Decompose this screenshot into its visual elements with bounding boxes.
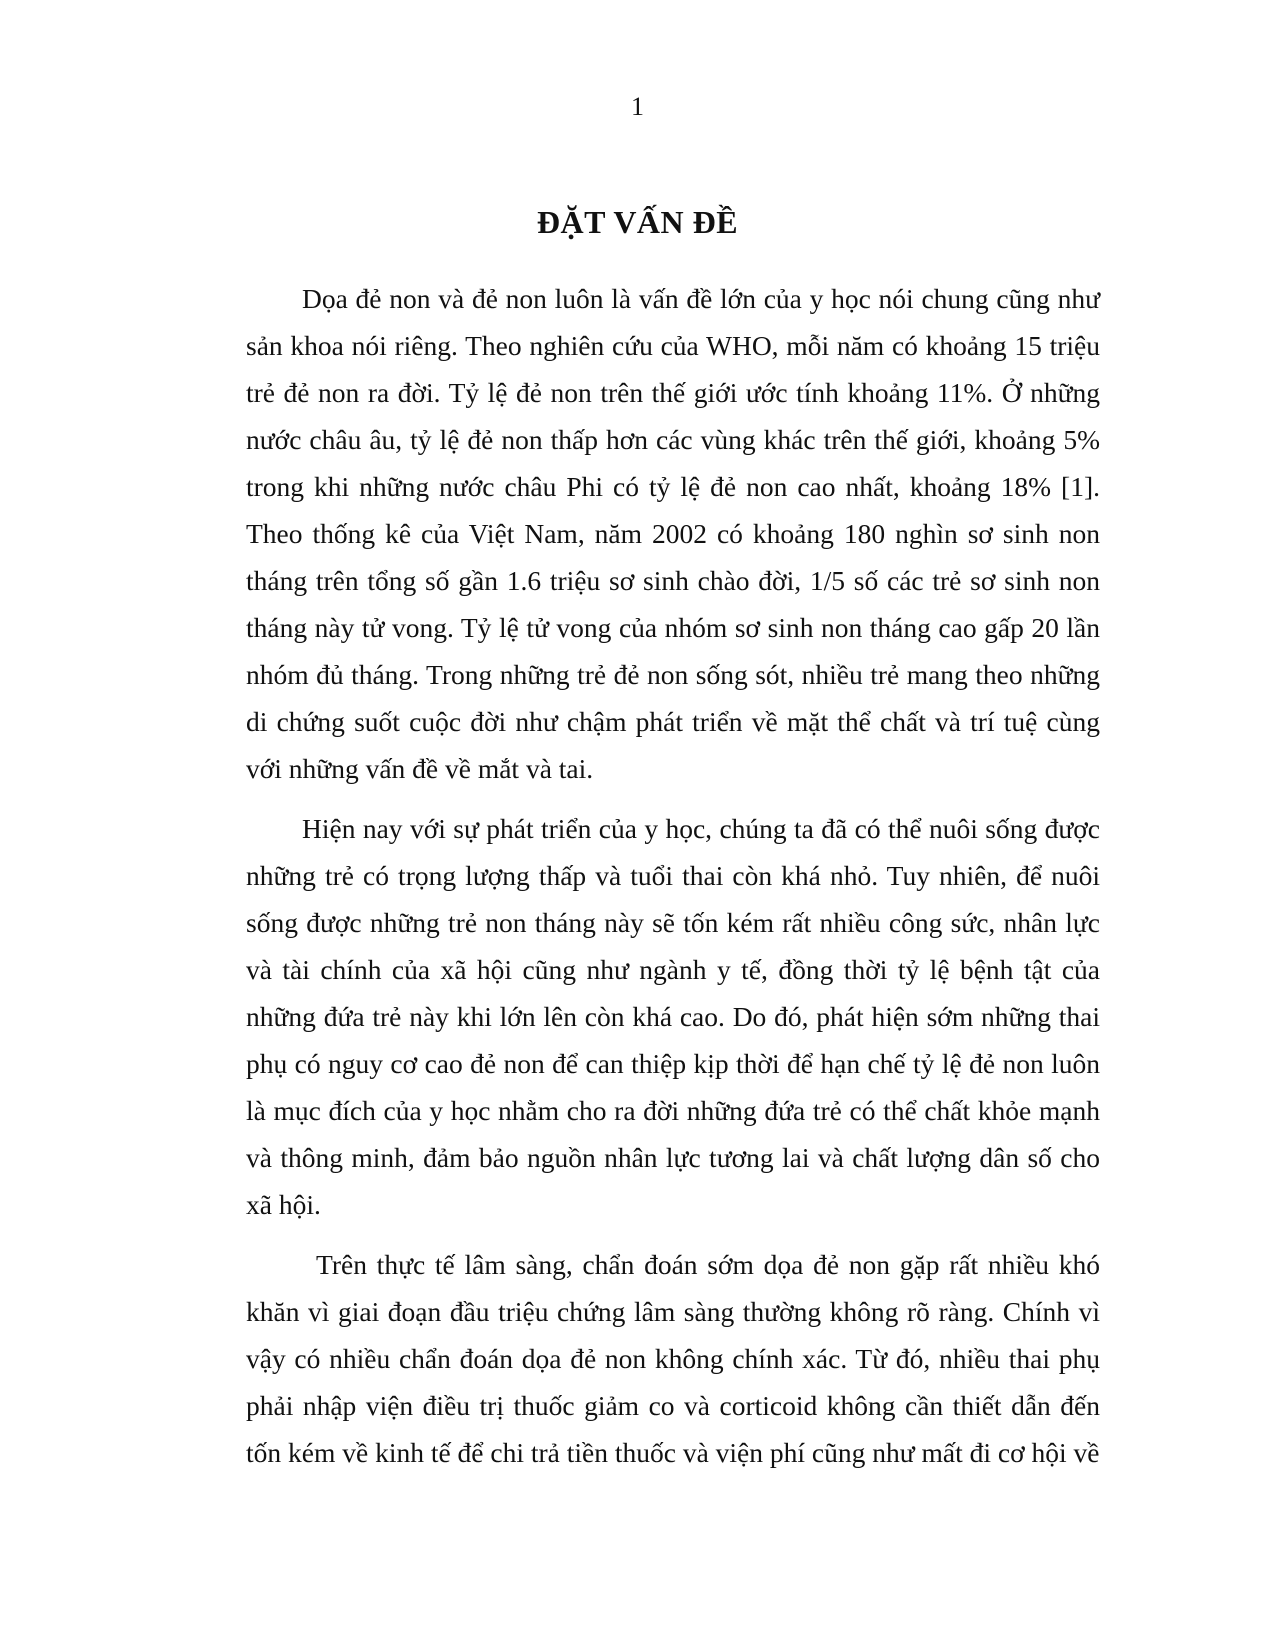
paragraph: Hiện nay với sự phát triển của y học, chúng ta đã có thể nuôi sống được những trẻ có trọng lượng thấp và tuổi thai còn khá nhỏ. Tuy nhiên, để nuôi sống được những trẻ non tháng này sẽ tốn kém rất nhiều công sức, nhân lực và tài chính của xã hội cũng như ngành y tế, đồng thời tỷ lệ bệnh tật của những đứa trẻ này khi lớn lên còn khá cao. Do đó, phát hiện sớm những thai phụ có nguy cơ cao đẻ non để can thiệp kịp thời để hạn chế tỷ lệ đẻ non luôn là mục đích của y học nhằm cho ra đời những đứa trẻ có thể chất khỏe mạnh và thông minh, đảm bảo nguồn nhân lực tương lai và chất lượng dân số cho xã hội. (246, 813, 1100, 1220)
page-number: 1 (631, 92, 644, 121)
paragraph: Dọa đẻ non và đẻ non luôn là vấn đề lớn của y học nói chung cũng như sản khoa nói riêng. Theo nghiên cứu của WHO, mỗi năm có khoảng 15 triệu trẻ đẻ non ra đời. Tỷ lệ đẻ non trên thế giới ước tính khoảng 11%. Ở những nước châu âu, tỷ lệ đẻ non thấp hơn các vùng khác trên thế giới, khoảng 5% trong khi những nước châu Phi có tỷ lệ đẻ non cao nhất, khoảng 18% [1]. Theo thống kê của Việt Nam, năm 2002 có khoảng 180 nghìn sơ sinh non tháng trên tổng số gần 1.6 triệu sơ sinh chào đời, 1/5 số các trẻ sơ sinh non tháng này tử vong. Tỷ lệ tử vong của nhóm sơ sinh non tháng cao gấp 20 lần nhóm đủ tháng. Trong những trẻ đẻ non sống sót, nhiều trẻ mang theo những di chứng suốt cuộc đời như chậm phát triển về mặt thể chất và trí tuệ cùng với những vấn đề về mắt và tai. (246, 283, 1100, 784)
paragraph: Trên thực tế lâm sàng, chẩn đoán sớm dọa đẻ non gặp rất nhiều khó khăn vì giai đoạn đầu triệu chứng lâm sàng thường không rõ ràng. Chính vì vậy có nhiều chẩn đoán dọa đẻ non không chính xác. Từ đó, nhiều thai phụ phải nhập viện điều trị thuốc giảm co và corticoid không cần thiết dẫn đến tốn kém về kinh tế để chi trả tiền thuốc và viện phí cũng như mất đi cơ hội về (246, 1249, 1100, 1468)
body-text (246, 275, 1100, 1489)
section-heading: ĐẶT VẤN ĐỀ (536, 204, 739, 240)
